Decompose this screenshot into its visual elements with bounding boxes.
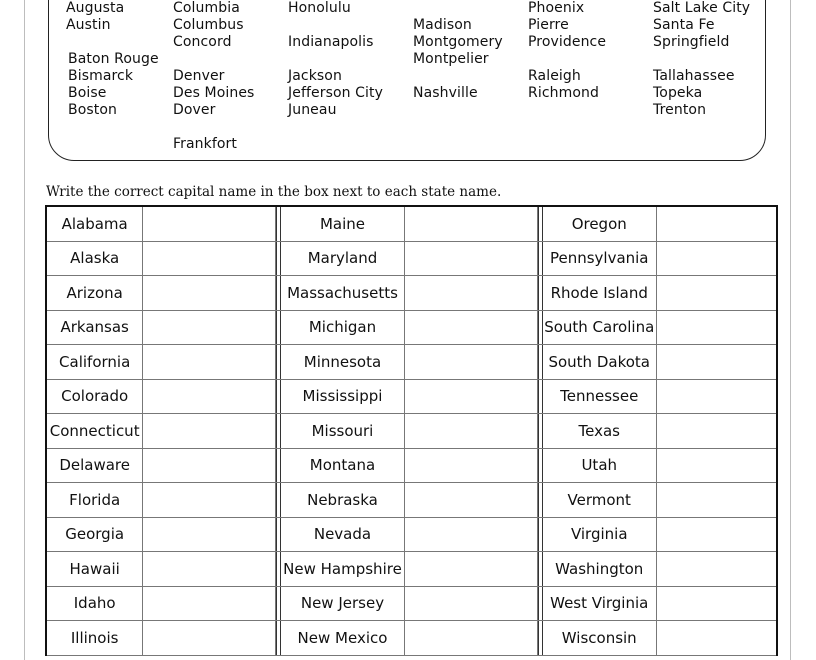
state-name: Georgia bbox=[47, 518, 143, 552]
word-bank-capital: Boise bbox=[68, 85, 107, 101]
table-row bbox=[47, 345, 776, 380]
state-name: Massachusetts bbox=[281, 276, 404, 310]
state-name: Wisconsin bbox=[543, 621, 657, 655]
capital-answer-box[interactable] bbox=[143, 311, 276, 345]
state-name: Nebraska bbox=[281, 483, 404, 517]
capital-answer-box[interactable] bbox=[143, 518, 276, 552]
capital-answer-box[interactable] bbox=[143, 242, 276, 276]
state-name: Tennessee bbox=[543, 380, 657, 414]
word-bank-capital: Tallahassee bbox=[653, 68, 735, 84]
word-bank-capital: Concord bbox=[173, 34, 232, 50]
capital-answer-box[interactable] bbox=[405, 380, 538, 414]
state-name: Virginia bbox=[543, 518, 657, 552]
word-bank-capital: Frankfort bbox=[173, 136, 237, 152]
table-row bbox=[47, 311, 776, 346]
state-name: Idaho bbox=[47, 587, 143, 621]
word-bank-capital: Madison bbox=[413, 17, 472, 33]
capital-answer-box[interactable] bbox=[143, 587, 276, 621]
word-bank-capital: Augusta bbox=[66, 0, 125, 16]
word-bank-capital: Trenton bbox=[653, 102, 707, 118]
capital-answer-box[interactable] bbox=[405, 207, 538, 241]
state-name: West Virginia bbox=[543, 587, 657, 621]
capital-answer-box[interactable] bbox=[143, 380, 276, 414]
state-name: Minnesota bbox=[281, 345, 404, 379]
state-name: Utah bbox=[543, 449, 657, 483]
state-name: Michigan bbox=[281, 311, 404, 345]
table-row bbox=[47, 621, 776, 656]
word-bank-capital: Columbus bbox=[173, 17, 244, 33]
state-name: California bbox=[47, 345, 143, 379]
state-name: Colorado bbox=[47, 380, 143, 414]
word-bank-capital: Springfield bbox=[653, 34, 730, 50]
word-bank-capital: Columbia bbox=[173, 0, 240, 16]
capital-answer-box[interactable] bbox=[657, 276, 776, 310]
answer-grid bbox=[45, 205, 778, 656]
word-bank-capital: Boston bbox=[68, 102, 117, 118]
table-row bbox=[47, 552, 776, 587]
capital-answer-box[interactable] bbox=[657, 311, 776, 345]
state-name: Montana bbox=[281, 449, 404, 483]
state-name: New Hampshire bbox=[281, 552, 404, 586]
word-bank bbox=[48, 0, 766, 161]
capital-answer-box[interactable] bbox=[657, 518, 776, 552]
capital-answer-box[interactable] bbox=[657, 345, 776, 379]
state-name: Mississippi bbox=[281, 380, 404, 414]
capital-answer-box[interactable] bbox=[657, 449, 776, 483]
table-row bbox=[47, 449, 776, 484]
state-name: Vermont bbox=[543, 483, 657, 517]
capital-answer-box[interactable] bbox=[405, 311, 538, 345]
state-name: Arkansas bbox=[47, 311, 143, 345]
capital-answer-box[interactable] bbox=[143, 207, 276, 241]
capital-answer-box[interactable] bbox=[657, 587, 776, 621]
page-edge-right bbox=[790, 0, 791, 660]
capital-answer-box[interactable] bbox=[657, 242, 776, 276]
state-name: Rhode Island bbox=[543, 276, 657, 310]
state-name: Arizona bbox=[47, 276, 143, 310]
word-bank-capital: Jackson bbox=[288, 68, 342, 84]
word-bank-capital: Nashville bbox=[413, 85, 478, 101]
word-bank-capital: Raleigh bbox=[528, 68, 581, 84]
state-name: Maine bbox=[281, 207, 404, 241]
state-name: Texas bbox=[543, 414, 657, 448]
word-bank-capital: Montpelier bbox=[413, 51, 489, 67]
capital-answer-box[interactable] bbox=[405, 483, 538, 517]
state-name: South Dakota bbox=[543, 345, 657, 379]
capital-answer-box[interactable] bbox=[405, 552, 538, 586]
capital-answer-box[interactable] bbox=[405, 414, 538, 448]
state-name: Oregon bbox=[543, 207, 657, 241]
state-name: New Jersey bbox=[281, 587, 404, 621]
word-bank-capital: Dover bbox=[173, 102, 216, 118]
capital-answer-box[interactable] bbox=[143, 552, 276, 586]
table-row bbox=[47, 587, 776, 622]
word-bank-capital: Santa Fe bbox=[653, 17, 715, 33]
word-bank-capital: Pierre bbox=[528, 17, 569, 33]
state-name: Pennsylvania bbox=[543, 242, 657, 276]
state-name: South Carolina bbox=[543, 311, 657, 345]
state-name: Missouri bbox=[281, 414, 404, 448]
state-name: Delaware bbox=[47, 449, 143, 483]
state-name: Connecticut bbox=[47, 414, 143, 448]
state-name: Maryland bbox=[281, 242, 404, 276]
state-name: Alabama bbox=[47, 207, 143, 241]
word-bank-capital: Jefferson City bbox=[288, 85, 383, 101]
table-row bbox=[47, 276, 776, 311]
word-bank-capital: Montgomery bbox=[413, 34, 503, 50]
table-row bbox=[47, 414, 776, 449]
capital-answer-box[interactable] bbox=[657, 552, 776, 586]
capital-answer-box[interactable] bbox=[143, 621, 276, 655]
capital-answer-box[interactable] bbox=[143, 345, 276, 379]
word-bank-capital: Phoenix bbox=[528, 0, 585, 16]
capital-answer-box[interactable] bbox=[405, 449, 538, 483]
word-bank-capital: Bismarck bbox=[68, 68, 134, 84]
capital-answer-box[interactable] bbox=[143, 414, 276, 448]
capital-answer-box[interactable] bbox=[657, 207, 776, 241]
table-row bbox=[47, 483, 776, 518]
table-row bbox=[47, 380, 776, 415]
word-bank-capital: Austin bbox=[66, 17, 111, 33]
capital-answer-box[interactable] bbox=[405, 276, 538, 310]
word-bank-capital: Juneau bbox=[288, 102, 337, 118]
state-name: Florida bbox=[47, 483, 143, 517]
capital-answer-box[interactable] bbox=[405, 242, 538, 276]
state-name: Nevada bbox=[281, 518, 404, 552]
table-row bbox=[47, 242, 776, 277]
word-bank-capital: Honolulu bbox=[288, 0, 351, 16]
state-name: Illinois bbox=[47, 621, 143, 655]
capital-answer-box[interactable] bbox=[657, 621, 776, 655]
state-name: Alaska bbox=[47, 242, 143, 276]
word-bank-capital: Indianapolis bbox=[288, 34, 374, 50]
instructions: Write the correct capital name in the box next to each state name. bbox=[46, 184, 502, 200]
table-row bbox=[47, 207, 776, 242]
capital-answer-box[interactable] bbox=[405, 518, 538, 552]
table-row bbox=[47, 518, 776, 553]
word-bank-capital: Denver bbox=[173, 68, 225, 84]
capital-answer-box[interactable] bbox=[143, 449, 276, 483]
capital-answer-box[interactable] bbox=[143, 483, 276, 517]
capital-answer-box[interactable] bbox=[405, 621, 538, 655]
word-bank-capital: Providence bbox=[528, 34, 607, 50]
capital-answer-box[interactable] bbox=[405, 587, 538, 621]
word-bank-capital: Richmond bbox=[528, 85, 599, 101]
word-bank-capital: Salt Lake City bbox=[653, 0, 751, 16]
page-edge-left bbox=[24, 0, 25, 660]
capital-answer-box[interactable] bbox=[143, 276, 276, 310]
word-bank-capital: Topeka bbox=[653, 85, 703, 101]
word-bank-capital: Des Moines bbox=[173, 85, 255, 101]
capital-answer-box[interactable] bbox=[657, 414, 776, 448]
state-name: New Mexico bbox=[281, 621, 404, 655]
state-name: Hawaii bbox=[47, 552, 143, 586]
capital-answer-box[interactable] bbox=[657, 483, 776, 517]
state-name: Washington bbox=[543, 552, 657, 586]
word-bank-capital: Baton Rouge bbox=[68, 51, 159, 67]
capital-answer-box[interactable] bbox=[657, 380, 776, 414]
capital-answer-box[interactable] bbox=[405, 345, 538, 379]
